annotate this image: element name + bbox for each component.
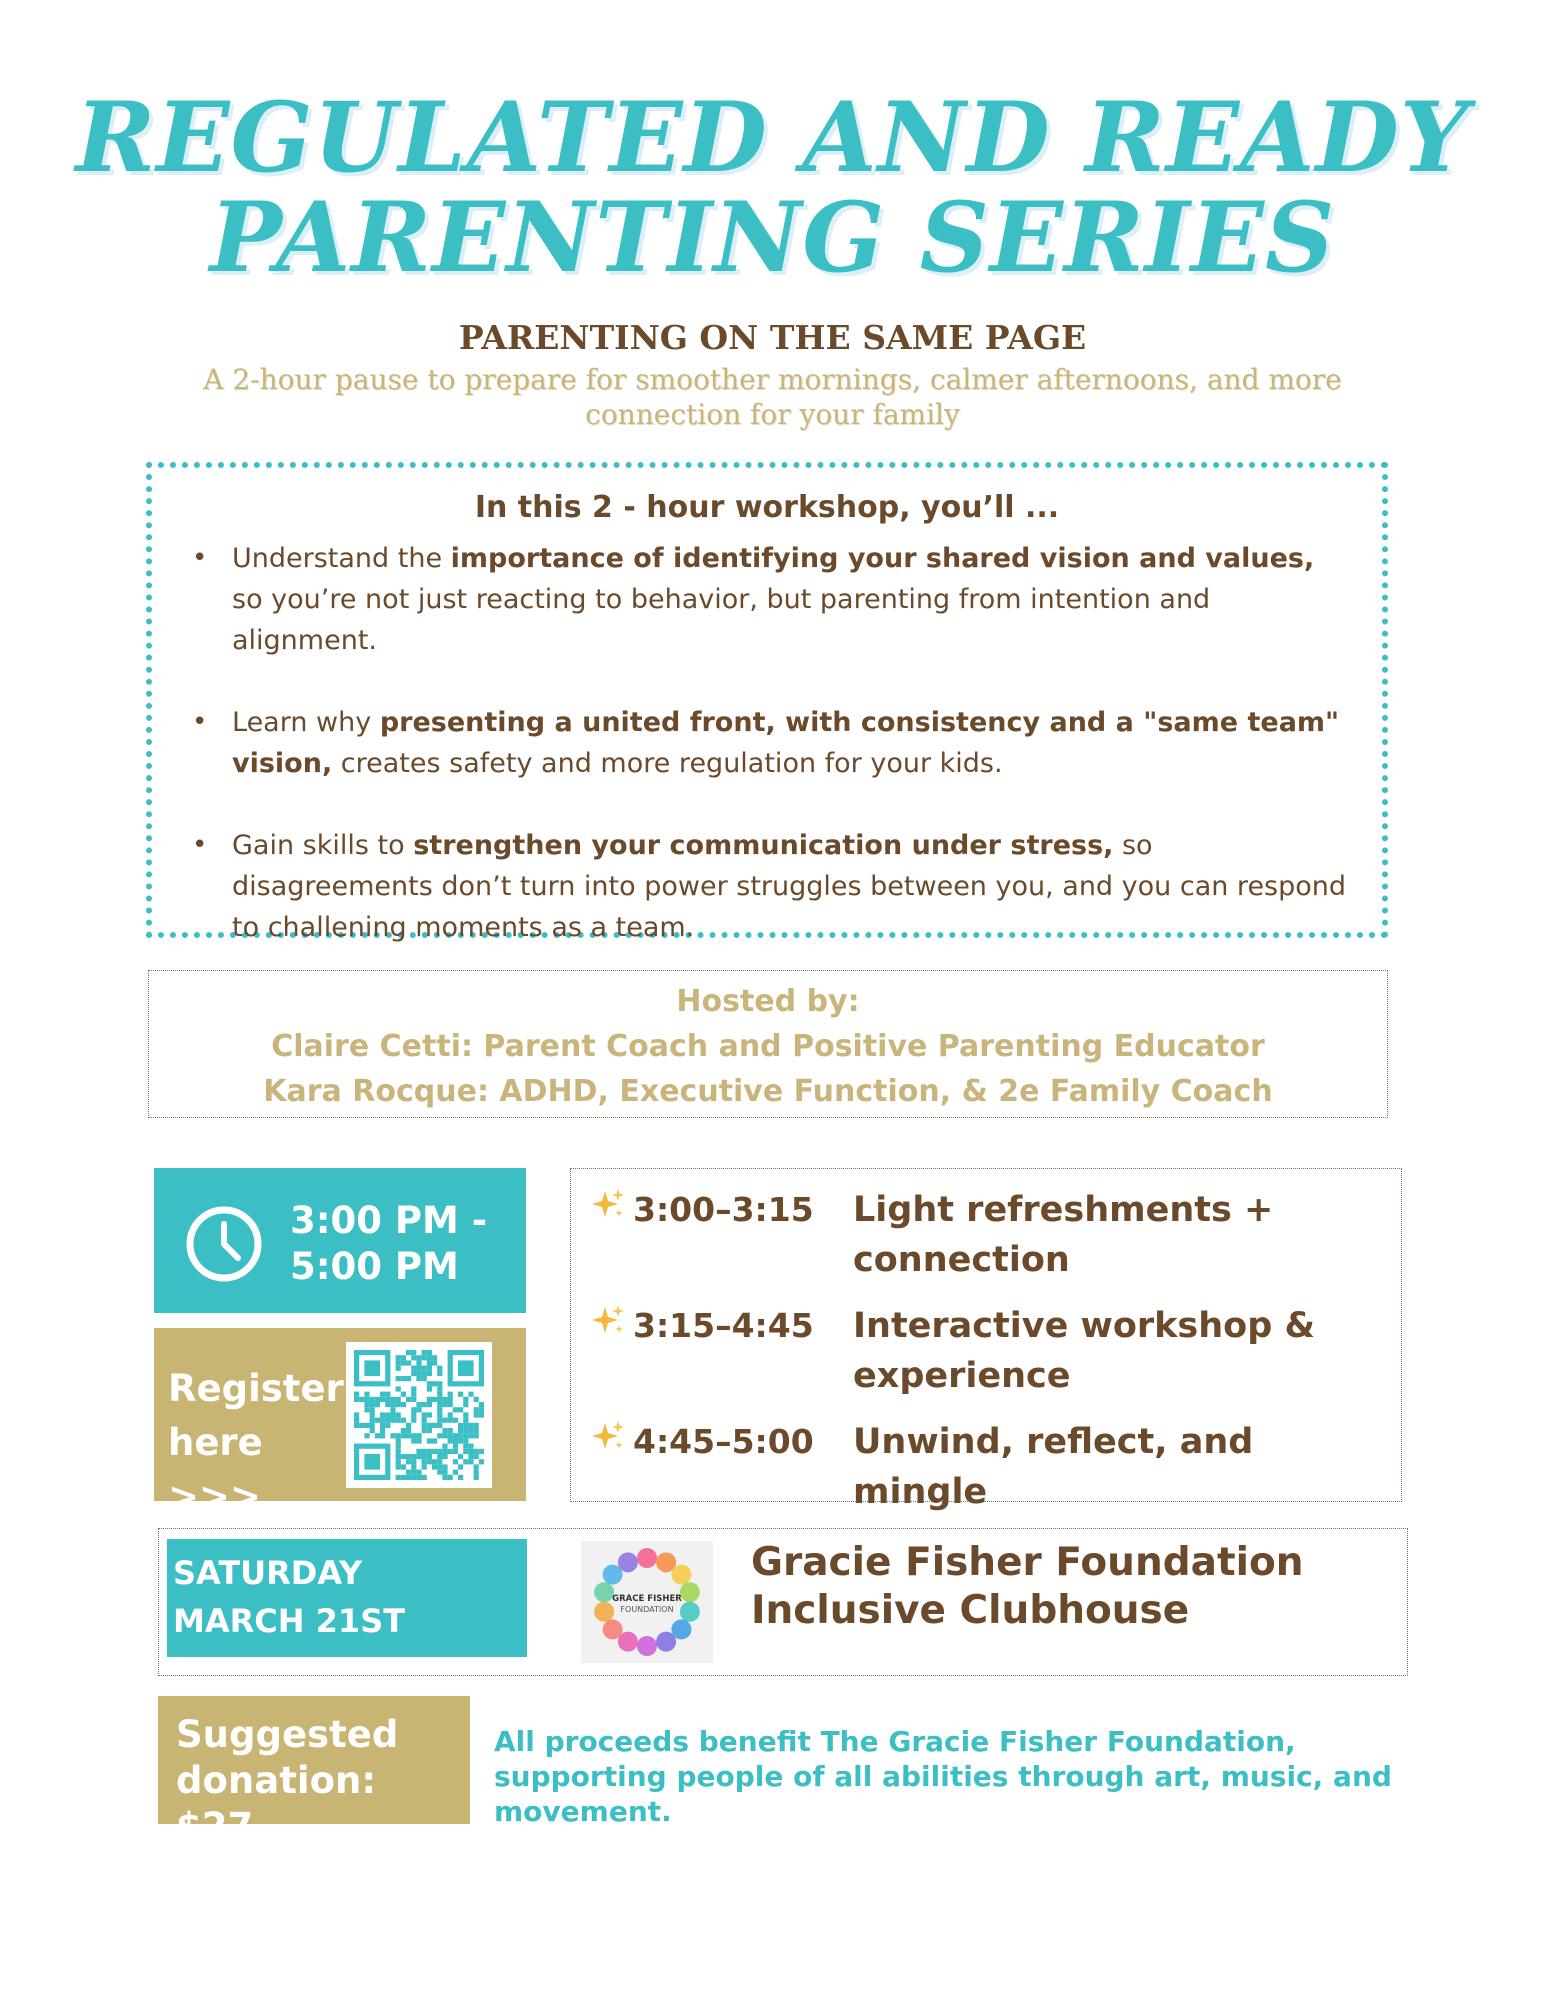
schedule-time: 4:45–5:00 bbox=[633, 1422, 814, 1461]
donation-box bbox=[158, 1696, 470, 1848]
sparkles-icon bbox=[591, 1187, 625, 1221]
event-date: SATURDAY MARCH 21ST bbox=[173, 1554, 406, 1640]
proceeds-note: All proceeds benefit The Gracie Fisher Foundation, supporting people of all abilities through art, music, and movement. bbox=[494, 1725, 1392, 1828]
foundation-logo bbox=[581, 1541, 713, 1663]
bullet-icon: • bbox=[192, 830, 208, 860]
event-time: 3:00 PM - 5:00 PM bbox=[290, 1199, 488, 1288]
title-line-1: REGULATED AND READY bbox=[75, 81, 1470, 194]
registration-qr-code[interactable] bbox=[346, 1342, 492, 1488]
bullet-icon: • bbox=[192, 543, 208, 573]
date-venue-box bbox=[158, 1528, 1408, 1676]
hosted-by-box bbox=[148, 970, 1388, 1118]
outcome-item: • Understand the importance of identifying your shared vision and values, so you’re not just reacting to behavior, but parenting from intention and alignment. bbox=[192, 538, 1352, 661]
date-box bbox=[167, 1539, 527, 1657]
svg-text:GRACE FISHER: GRACE FISHER bbox=[612, 1594, 682, 1604]
hosted-label: Hosted by: bbox=[676, 984, 860, 1019]
page-title bbox=[0, 81, 1545, 294]
workshop-heading: In this 2 - hour workshop, you’ll ... bbox=[474, 490, 1060, 525]
suggested-donation: Suggested donation: $27 bbox=[176, 1713, 399, 1848]
schedule-time: 3:15–4:45 bbox=[633, 1306, 814, 1345]
time-box bbox=[154, 1168, 526, 1313]
schedule-desc: Interactive workshop & experience bbox=[853, 1306, 1315, 1396]
schedule-time: 3:00–3:15 bbox=[633, 1190, 814, 1229]
register-box[interactable] bbox=[154, 1328, 526, 1518]
bullet-icon: • bbox=[192, 707, 208, 737]
title-line-2: PARENTING SERIES bbox=[209, 181, 1336, 294]
venue-name: Gracie Fisher Foundation Inclusive Clubhouse bbox=[751, 1540, 1304, 1633]
tagline: A 2-hour pause to prepare for smoother mornings, calmer afternoons, and more connection for your family bbox=[203, 363, 1342, 431]
workshop-outcomes-box bbox=[146, 462, 1388, 943]
host-claire: Claire Cetti: Parent Coach and Positive Parenting Educator bbox=[271, 1029, 1265, 1064]
svg-text:FOUNDATION: FOUNDATION bbox=[620, 1605, 674, 1614]
sparkles-icon bbox=[591, 1303, 625, 1337]
outcome-list bbox=[192, 538, 1352, 989]
clock-icon bbox=[184, 1204, 264, 1284]
host-kara: Kara Rocque: ADHD, Executive Function, & 2e Family Coach bbox=[263, 1074, 1273, 1109]
schedule-box bbox=[570, 1168, 1402, 1512]
outcome-item: • Gain skills to strengthen your communication under stress, so disagreements don’t turn into power struggles between you, and you can respond to challening moments as a team. bbox=[192, 825, 1352, 948]
register-label[interactable]: Register here >>> bbox=[168, 1367, 344, 1518]
workshop-subtitle: PARENTING ON THE SAME PAGE bbox=[458, 318, 1087, 357]
schedule-desc: Unwind, reflect, and mingle bbox=[853, 1422, 1254, 1512]
qr-code-icon bbox=[354, 1350, 484, 1480]
sparkles-icon bbox=[591, 1419, 625, 1453]
schedule-desc: Light refreshments + connection bbox=[853, 1190, 1274, 1280]
outcome-item: • Learn why presenting a united front, with consistency and a "same team" vision, creates safety and more regulation for your kids. bbox=[192, 702, 1352, 784]
